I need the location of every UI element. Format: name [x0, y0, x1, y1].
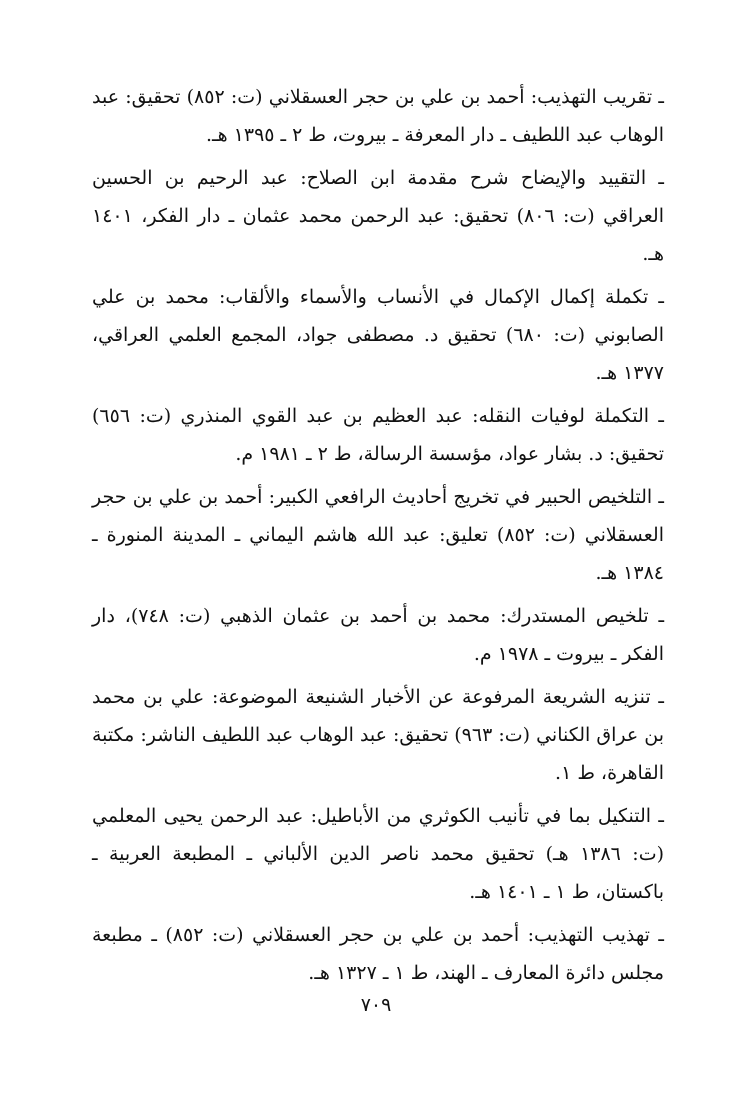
bibliography-entry-6 — [92, 597, 664, 673]
bibliography-page — [92, 78, 664, 997]
bibliography-entry-3 — [92, 278, 664, 392]
bibliography-entry-8 — [92, 797, 664, 911]
entry-text: ـ تنزيه الشريعة المرفوعة عن الأخبار الشنيعة الموضوعة: علي بن محمد بن عراق الكناني (ت: ٩٦٣) تحقيق: عبد الوهاب عبد اللطيف الناشر: مكتبة القاهرة، ط ١. — [92, 686, 664, 784]
entry-text: ـ التنكيل بما في تأنيب الكوثري من الأباطيل: عبد الرحمن يحيى المعلمي (ت: ١٣٨٦ هـ) تحقيق محمد ناصر الدين الألباني ـ المطبعة العربية ـ باكستان، ط ١ ـ ١٤٠١ هـ. — [92, 805, 665, 903]
bibliography-entry-4 — [92, 397, 664, 473]
bibliography-entry-2 — [92, 159, 664, 273]
bibliography-entry-5 — [92, 478, 664, 592]
entry-text: ـ تهذيب التهذيب: أحمد بن علي بن حجر العسقلاني (ت: ٨٥٢) ـ مطبعة مجلس دائرة المعارف ـ الهند، ط ١ ـ ١٣٢٧ هـ. — [92, 924, 664, 984]
entry-text: ـ تكملة إكمال الإكمال في الأنساب والأسماء والألقاب: محمد بن علي الصابوني (ت: ٦٨٠) تحقيق د. مصطفى جواد، المجمع العلمي العراقي، ١٣٧٧ هـ. — [92, 286, 664, 384]
entry-text: ـ تقريب التهذيب: أحمد بن علي بن حجر العسقلاني (ت: ٨٥٢) تحقيق: عبد الوهاب عبد اللطيف ـ دار المعرفة ـ بيروت، ط ٢ ـ ١٣٩٥ هـ. — [92, 86, 664, 146]
page-number: ٧٠٩ — [360, 994, 392, 1016]
entry-text: ـ تلخيص المستدرك: محمد بن أحمد بن عثمان الذهبي (ت: ٧٤٨)، دار الفكر ـ بيروت ـ ١٩٧٨ م. — [92, 605, 665, 665]
bibliography-entry-9 — [92, 916, 664, 992]
entry-text: ـ التقييد والإيضاح شرح مقدمة ابن الصلاح: عبد الرحيم بن الحسين العراقي (ت: ٨٠٦) تحقيق: عبد الرحمن محمد عثمان ـ دار الفكر، ١٤٠١ هـ. — [92, 167, 664, 265]
entry-text: ـ التلخيص الحبير في تخريج أحاديث الرافعي الكبير: أحمد بن علي بن حجر العسقلاني (ت: ٨٥٢) تعليق: عبد الله هاشم اليماني ـ المدينة المنورة ـ ١٣٨٤ هـ. — [92, 486, 664, 584]
entry-text: ـ التكملة لوفيات النقله: عبد العظيم بن عبد القوي المنذري (ت: ٦٥٦) تحقيق: د. بشار عواد، مؤسسة الرسالة، ط ٢ ـ ١٩٨١ م. — [92, 405, 664, 465]
bibliography-entry-7 — [92, 678, 664, 792]
bibliography-entry-1 — [92, 78, 664, 154]
